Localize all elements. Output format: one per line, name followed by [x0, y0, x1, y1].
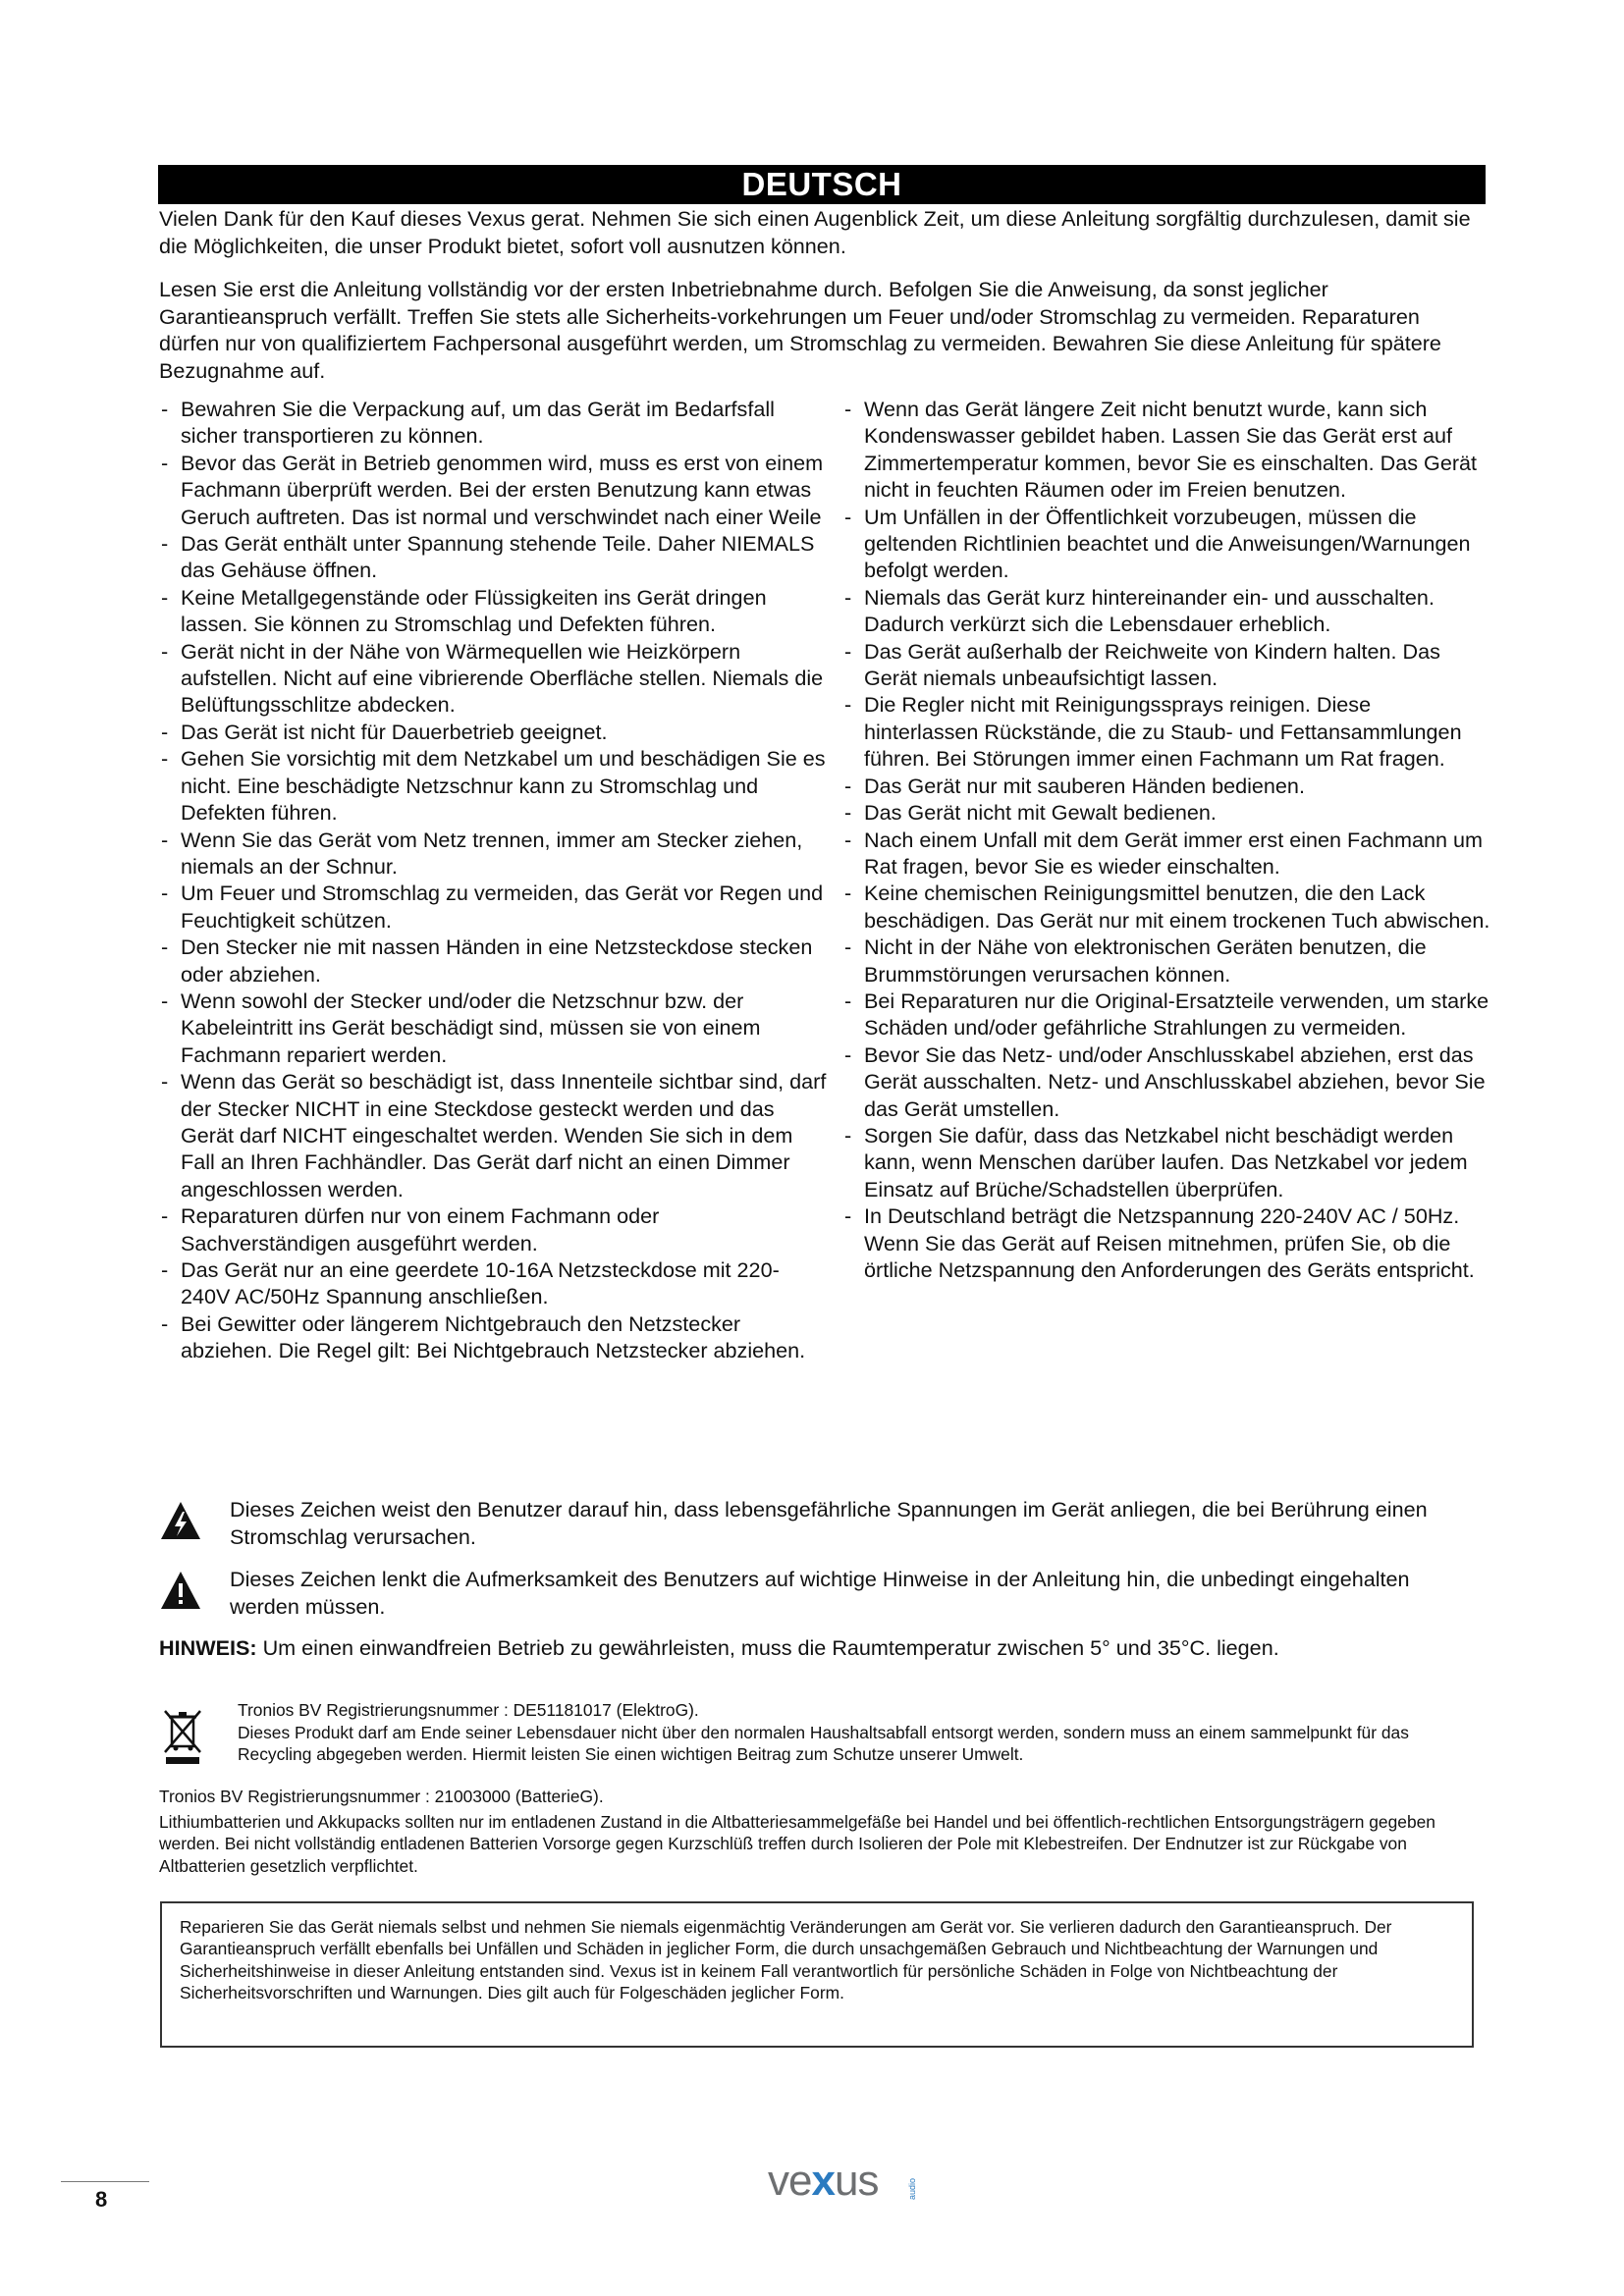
safety-item-text: Wenn das Gerät längere Zeit nicht benutzt wurde, kann sich Kondenswasser gebildet haben. Lassen Sie das Gerät erst auf Zimmertemperatur kommen, bevor Sie es einschalten. Das Gerät nicht in feuchten Räumen oder im Freien benutzen.	[864, 397, 1478, 503]
logo-letter-x: x	[811, 2158, 835, 2205]
bullet-dash: -	[844, 504, 852, 529]
safety-item	[159, 530, 827, 584]
safety-item	[842, 584, 1490, 638]
attention-warning-text: Dieses Zeichen lenkt die Aufmerksamkeit des Benutzers auf wichtige Hinweise in der Anleitung hin, die unbedingt eingehalten werden müssen.	[230, 1567, 1410, 1619]
bullet-dash: -	[844, 584, 852, 610]
weee-crossed-bin-icon	[161, 1708, 204, 1765]
safety-item	[159, 1256, 827, 1310]
hinweis-note	[159, 1634, 1485, 1662]
section-title: DEUTSCH	[158, 165, 1486, 204]
safety-item-text: Bei Reparaturen nur die Original-Ersatzteile verwenden, um starke Schäden und/oder gefährliche Strahlungen zu vermeiden.	[864, 988, 1489, 1041]
bullet-dash: -	[161, 450, 169, 475]
logo-letter-v: v	[768, 2158, 788, 2205]
safety-item-text: Sorgen Sie dafür, dass das Netzkabel nicht beschädigt werden kann, wenn Menschen darüber laufen. Das Netzkabel vor jedem Einsatz auf Brüche/Schadstellen überprüfen.	[864, 1122, 1468, 1201]
safety-list-right	[842, 396, 1490, 1283]
safety-item	[842, 1202, 1490, 1283]
safety-item	[842, 504, 1490, 584]
safety-item-text: Bei Gewitter oder längerem Nichtgebrauch den Netzstecker abziehen. Die Regel gilt: Bei Nichtgebrauch Netzstecker abziehen.	[181, 1310, 806, 1363]
vexus-logo	[768, 2158, 935, 2207]
logo-letters-us: us	[834, 2158, 879, 2205]
safety-item-text: Nach einem Unfall mit dem Gerät immer erst einen Fachmann um Rat fragen, bevor Sie es wieder einschalten.	[864, 827, 1484, 879]
safety-list-left	[159, 396, 827, 1364]
safety-item	[159, 880, 827, 934]
safety-item-text: Gehen Sie vorsichtig mit dem Netzkabel um und beschädigen Sie es nicht. Eine beschädigte Netzschnur kann zu Stromschlag und Defekten führen.	[181, 746, 826, 826]
safety-item-text: Das Gerät ist nicht für Dauerbetrieb geeignet.	[181, 719, 608, 744]
bullet-dash: -	[161, 1257, 169, 1282]
bullet-dash: -	[844, 692, 852, 718]
bullet-dash: -	[161, 1310, 169, 1336]
safety-item	[842, 934, 1490, 988]
bullet-dash: -	[161, 746, 169, 772]
safety-item	[842, 691, 1490, 772]
battery-text: Lithiumbatterien und Akkupacks sollten nur im entladenen Zustand in die Altbatteriesammelgefäße bei Handel und bei öffentlich-rechtlichen Entsorgungsträgern gegeben werden. Bei nicht vollständig entladenen Batterien Vorsorge gegen Kurzschlüß treffen durch Isolieren der Pole mit Klebestreifen. Der Endnutzer ist zur Rückgabe von Altbatterien gesetzlich verpflichtet.	[159, 1811, 1435, 1876]
safety-item	[842, 638, 1490, 692]
weee-notice	[238, 1699, 1485, 1766]
bullet-dash: -	[161, 827, 169, 852]
weee-text: Dieses Produkt darf am Ende seiner Lebensdauer nicht über den normalen Haushaltsabfall entsorgt werden, sondern muss an einem sammelpunkt für das Recycling abgegeben werden. Hiermit leisten Sie einen wichtigen Beitrag zum Schutze unserer Umwelt.	[238, 1722, 1409, 1764]
safety-item-text: Das Gerät außerhalb der Reichweite von Kindern halten. Das Gerät niemals unbeaufsichtigt lassen.	[864, 638, 1440, 691]
bullet-dash: -	[161, 584, 169, 610]
bullet-dash: -	[161, 1203, 169, 1229]
safety-item	[842, 827, 1490, 881]
safety-item-text: Keine chemischen Reinigungsmittel benutzen, die den Lack beschädigen. Das Gerät nur mit einem trockenen Tuch abwischen.	[864, 881, 1490, 933]
weee-registration: Tronios BV Registrierungsnummer : DE51181017 (ElektroG).	[238, 1700, 699, 1720]
safety-item	[159, 1202, 827, 1256]
voltage-warning-text: Dieses Zeichen weist den Benutzer darauf hin, dass lebensgefährliche Spannungen im Gerät anliegen, die bei Berührung einen Stromschlag verursachen.	[230, 1497, 1428, 1549]
safety-item-text: Gerät nicht in der Nähe von Wärmequellen wie Heizkörpern aufstellen. Nicht auf eine vibrierende Oberfläche stellen. Niemals die Belüftungsschlitze abdecken.	[181, 638, 824, 718]
battery-notice	[159, 1786, 1494, 1877]
safety-item-text: Keine Metallgegenstände oder Flüssigkeiten ins Gerät dringen lassen. Sie können zu Stromschlag und Defekten führen.	[181, 584, 767, 637]
bullet-dash: -	[161, 881, 169, 906]
hinweis-label: HINWEIS:	[159, 1635, 257, 1660]
bullet-dash: -	[844, 397, 852, 421]
safety-item	[159, 827, 827, 881]
battery-registration: Tronios BV Registrierungsnummer : 21003000 (BatterieG).	[159, 1787, 604, 1806]
safety-item	[842, 1041, 1490, 1122]
safety-item-text: Wenn Sie das Gerät vom Netz trennen, immer am Stecker ziehen, niemals an der Schnur.	[181, 827, 803, 879]
safety-item	[159, 745, 827, 826]
safety-item	[842, 396, 1490, 504]
safety-item-text: Um Feuer und Stromschlag zu vermeiden, das Gerät vor Regen und Feuchtigkeit schützen.	[181, 881, 824, 933]
safety-item	[159, 934, 827, 988]
bullet-dash: -	[844, 800, 852, 826]
hinweis-text: Um einen einwandfreien Betrieb zu gewährleisten, muss die Raumtemperatur zwischen 5° und 35°C. liegen.	[256, 1635, 1279, 1660]
safety-item-text: Den Stecker nie mit nassen Händen in eine Netzsteckdose stecken oder abziehen.	[181, 934, 813, 987]
safety-item	[159, 1310, 827, 1364]
exclamation-warning-icon	[159, 1570, 202, 1611]
bullet-dash: -	[844, 988, 852, 1013]
safety-item	[842, 799, 1490, 826]
safety-item	[159, 450, 827, 530]
page-number: 8	[95, 2187, 108, 2212]
safety-item	[159, 988, 827, 1068]
svg-text:vexus	[768, 2158, 878, 2205]
bullet-dash: -	[161, 531, 169, 557]
safety-item-text: Bevor das Gerät in Betrieb genommen wird, muss es erst von einem Fachmann überprüft werden. Bei der ersten Benutzung kann etwas Geruch auftreten. Das ist normal und verschwindet nach einer Weile	[181, 450, 824, 529]
safety-item	[842, 880, 1490, 934]
safety-item-text: Wenn sowohl der Stecker und/oder die Netzschnur bzw. der Kabeleintritt ins Gerät beschädigt sind, müssen sie von einem Fachmann repariert werden.	[181, 988, 761, 1067]
logo-subtitle: audio	[907, 2177, 917, 2200]
instructions-paragraph: Lesen Sie erst die Anleitung vollständig vor der ersten Inbetriebnahme durch. Befolgen Sie die Anweisung, da sonst jeglicher Garantieanspruch verfällt. Treffen Sie stets alle Sicherheits-vorkehrungen um Feuer und/oder Stromschlag zu vermeiden. Reparaturen dürfen nur von qualifiziertem Fachpersonal ausgeführt werden, um Stromschlag zu vermeiden. Bewahren Sie diese Anleitung für spätere Bezugnahme auf.	[159, 277, 1441, 383]
safety-item-text: Um Unfällen in der Öffentlichkeit vorzubeugen, müssen die geltenden Richtlinien beachtet und die Anweisungen/Warnungen befolgt werden.	[864, 504, 1471, 583]
lightning-warning-icon	[159, 1500, 202, 1541]
bullet-dash: -	[844, 773, 852, 798]
footer-rule	[61, 2181, 149, 2182]
safety-item	[159, 1068, 827, 1202]
safety-item	[159, 396, 827, 450]
safety-item-text: Bewahren Sie die Verpackung auf, um das Gerät im Bedarfsfall sicher transportieren zu können.	[181, 397, 775, 449]
bullet-dash: -	[844, 1203, 852, 1229]
safety-item	[159, 584, 827, 638]
bullet-dash: -	[844, 881, 852, 906]
safety-item-text: Das Gerät nur an eine geerdete 10-16A Netzsteckdose mit 220-240V AC/50Hz Spannung anschließen.	[181, 1257, 780, 1309]
bullet-dash: -	[161, 638, 169, 664]
safety-item-text: In Deutschland beträgt die Netzspannung 220-240V AC / 50Hz. Wenn Sie das Gerät auf Reisen mitnehmen, prüfen Sie, ob die örtliche Netzspannung den Anforderungen des Geräts entspricht.	[864, 1203, 1475, 1282]
liability-disclaimer: Reparieren Sie das Gerät niemals selbst und nehmen Sie niemals eigenmächtig Veränderungen am Gerät vor. Sie verlieren dadurch den Garantieanspruch. Der Garantieanspruch verfällt ebenfalls bei Unfällen und Schäden in jeglicher Form, die durch unsachgemäßen Gebrauch und Nichtbeachtung der Warnungen und Sicherheitshinweise in dieser Anleitung entstanden sind. Vexus ist in keinem Fall verantwortlich für persönliche Schäden in Folge von Nichtbeachtung der Sicherheitsvorschriften und Warnungen. Dies gilt auch für Folgeschäden jeglicher Form.	[160, 1901, 1474, 2048]
bullet-dash: -	[844, 827, 852, 852]
safety-item-text: Bevor Sie das Netz- und/oder Anschlusskabel abziehen, erst das Gerät ausschalten. Netz- und Anschlusskabel abziehen, bevor Sie das Gerät umstellen.	[864, 1041, 1486, 1121]
safety-item-text: Niemals das Gerät kurz hintereinander ein- und ausschalten. Dadurch verkürzt sich die Lebensdauer erheblich.	[864, 584, 1435, 637]
bullet-dash: -	[844, 638, 852, 664]
intro-paragraph: Vielen Dank für den Kauf dieses Vexus gerat. Nehmen Sie sich einen Augenblick Zeit, um diese Anleitung sorgfältig durchzulesen, damit sie die Möglichkeiten, die unser Produkt bietet, sofort voll ausnutzen können.	[159, 206, 1471, 258]
safety-item-text: Das Gerät enthält unter Spannung stehende Teile. Daher NIEMALS das Gehäuse öffnen.	[181, 531, 815, 583]
safety-item	[842, 988, 1490, 1041]
bullet-dash: -	[161, 1069, 169, 1095]
safety-item-text: Wenn das Gerät so beschädigt ist, dass Innenteile sichtbar sind, darf der Stecker NICHT in eine Steckdose gesteckt werden und das Gerät darf NICHT eingeschaltet werden. Wenden Sie sich in dem Fall an Ihren Fachhändler. Das Gerät darf nicht an einen Dimmer angeschlossen werden.	[181, 1069, 827, 1201]
safety-item-text: Die Regler nicht mit Reinigungssprays reinigen. Diese hinterlassen Rückstände, die zu Staub- und Fettansammlungen führen. Bei Störungen immer einen Fachmann um Rat fragen.	[864, 692, 1462, 772]
bullet-dash: -	[161, 719, 169, 744]
safety-item	[159, 638, 827, 719]
safety-item-text: Reparaturen dürfen nur von einem Fachmann oder Sachverständigen ausgeführt werden.	[181, 1203, 660, 1255]
safety-item-text: Nicht in der Nähe von elektronischen Geräten benutzen, die Brummstörungen verursachen können.	[864, 934, 1427, 987]
logo-letter-e: e	[788, 2158, 812, 2205]
bullet-dash: -	[161, 397, 169, 421]
safety-item	[842, 1122, 1490, 1202]
safety-item-text: Das Gerät nicht mit Gewalt bedienen.	[864, 800, 1217, 826]
bullet-dash: -	[161, 988, 169, 1013]
bullet-dash: -	[844, 1122, 852, 1148]
bullet-dash: -	[844, 934, 852, 960]
safety-item-text: Das Gerät nur mit sauberen Händen bedienen.	[864, 773, 1305, 798]
bullet-dash: -	[161, 934, 169, 960]
bullet-dash: -	[844, 1041, 852, 1067]
safety-item	[159, 719, 827, 745]
safety-item	[842, 773, 1490, 799]
